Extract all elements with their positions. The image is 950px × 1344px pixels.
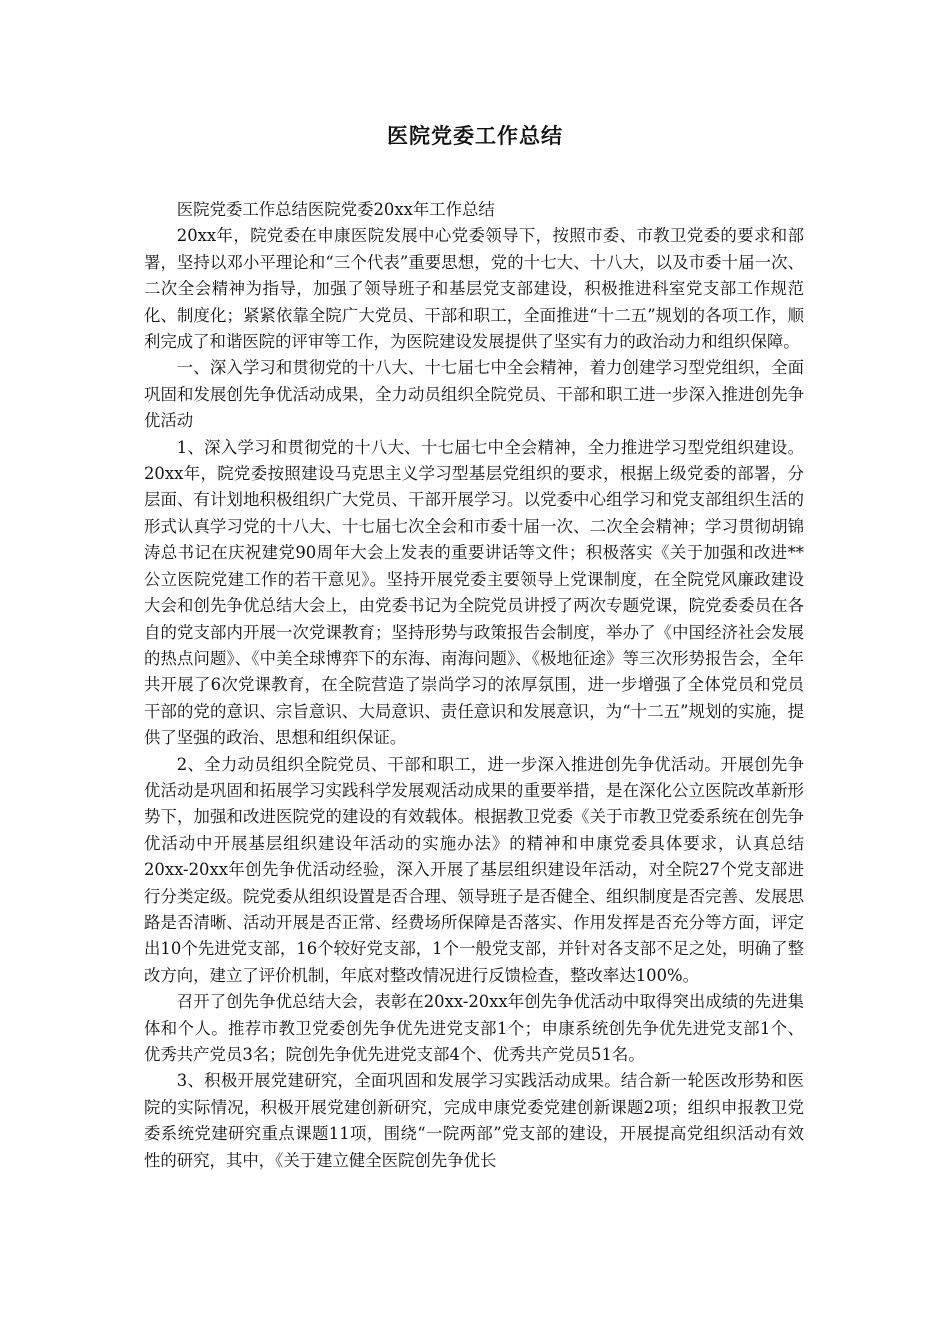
paragraph: 一、深入学习和贯彻党的十八大、十七届七中全会精神，着力创建学习型党组织，全面巩固和发展创先争优活动成果，全力动员组织全院党员、干部和职工进一步深入推进创先争优活动 <box>144 358 804 431</box>
paragraph: 医院党委工作总结医院党委20xx年工作总结 <box>176 200 495 219</box>
paragraph: 20xx年，院党委在申康医院发展中心党委领导下，按照市委、市教卫党委的要求和部署，坚持以邓小平理论和“三个代表”重要思想，党的十七大、十八大，以及市委十届一次、二次全会精神为指导，加强了领导班子和基层党支部建设，积极推进科室党支部工作规范化、制度化；紧紧依靠全院广大党员、干部和职工，全面推进“十二五”规划的各项工作，顺利完成了和谐医院的评审等工作，为医院建设发展提供了坚实有力的政治动力和组织保障。 <box>144 226 804 352</box>
document-title: 医院党委工作总结 <box>387 124 563 148</box>
paragraph: 2、全力动员组织全院党员、干部和职工，进一步深入推进创先争优活动。开展创先争优活动是巩固和拓展学习实践科学发展观活动成果的重要举措，是在深化公立医院改革新形势下，加强和改进医院党的建设的有效载体。根据教卫党委《关于市教卫党委系统在创先争优活动中开展基层组织建设年活动的实施办法》的精神和申康党委具体要求，认真总结20xx-20xx年创先争优活动经验，深入开展了基层组织建设年活动，对全院27个党支部进行分类定级。院党委从组织设置是否合理、领导班子是否健全、组织制度是否完善、发展思路是否清晰、活动开展是否正常、经费场所保障是否落实、作用发挥是否充分等方面，评定出10个先进党支部，16个较好党支部，1个一般党支部，并针对各支部不足之处，明确了整改方向，建立了评价机制，年底对整改情况进行反馈检查，整改率达100%。 <box>144 754 804 985</box>
paragraph: 召开了创先争优总结大会，表彰在20xx-20xx年创先争优活动中取得突出成绩的先进集体和个人。推荐市教卫党委创先争优先进党支部1个；申康系统创先争优先进党支部1个、优秀共产党员3名；院创先争优先进党支部4个、优秀共产党员51名。 <box>144 992 804 1064</box>
paragraph: 1、深入学习和贯彻党的十八大、十七届七中全会精神，全力推进学习型党组织建设。20xx年，院党委按照建设马克思主义学习型基层党组织的要求，根据上级党委的部署，分层面、有计划地积极组织广大党员、干部开展学习。以党委中心组学习和党支部组织生活的形式认真学习党的十八大、十七届七次全会和市委十届一次、二次全会精神；学习贯彻胡锦涛总书记在庆祝建党90周年大会上发表的重要讲话等文件；积极落实《关于加强和改进**公立医院党建工作的若干意见》。坚持开展党委主要领导上党课制度，在全院党风廉政建设大会和创先争优总结大会上，由党委书记为全院党员讲授了两次专题党课，院党委委员在各自的党支部内开展一次党课教育；坚持形势与政策报告会制度，举办了《中国经济社会发展的热点问题》、《中美全球博弈下的东海、南海问题》、《极地征途》等三次形势报告会，全年共开展了6次党课教育，在全院营造了崇尚学习的浓厚氛围，进一步增强了全体党员和党员干部的党的意识、宗旨意识、大局意识、责任意识和发展意识，为“十二五”规划的实施，提供了坚强的政治、思想和组织保证。 <box>144 437 804 748</box>
document-body <box>144 197 804 1174</box>
paragraph: 3、积极开展党建研究，全面巩固和发展学习实践活动成果。结合新一轮医改形势和医院的实际情况，积极开展党建创新研究，完成申康党委党建创新课题2项；组织申报教卫党委系统党建研究重点课题11项，围绕“一院两部”党支部的建设，开展提高党组织活动有效性的研究，其中，《关于建立健全医院创先争优长 <box>144 1071 804 1170</box>
